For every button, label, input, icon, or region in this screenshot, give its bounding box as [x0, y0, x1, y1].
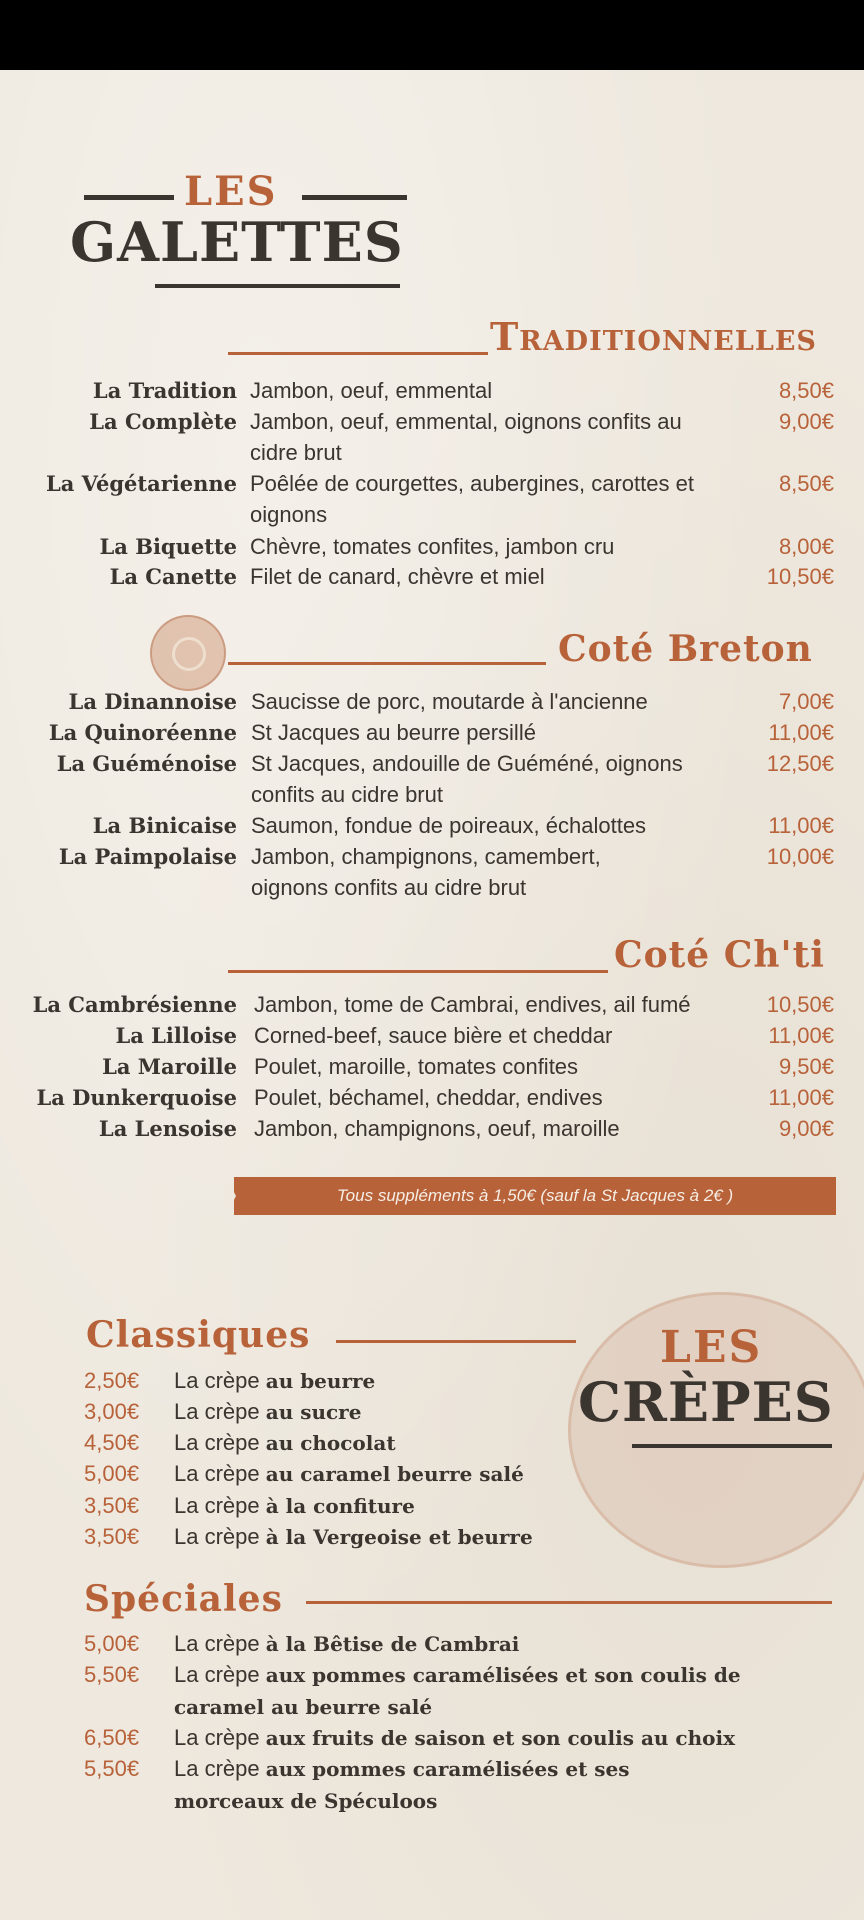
item-price: 10,50€ [766, 992, 834, 1017]
section-rule [228, 970, 608, 973]
section-title-breton: Coté Breton [558, 628, 813, 670]
section-title-traditionnelles: Traditionnelles [490, 314, 817, 359]
item-desc: Saucisse de porc, moutarde à l'ancienne [251, 689, 648, 714]
item-name: La Dinannoise [68, 689, 237, 714]
crepe-price: 2,50€ [84, 1368, 140, 1393]
item-name: La Lensoise [98, 1116, 237, 1141]
title-underline [155, 284, 400, 288]
supplement-banner: Tous suppléments à 1,50€ (sauf la St Jacques à 2€ ) [234, 1177, 836, 1215]
item-desc: Poulet, maroille, tomates confites [254, 1054, 579, 1079]
item-desc: Poêlée de courgettes, aubergines, carottes et oignons [250, 471, 694, 527]
item-price: 11,00€ [768, 1085, 834, 1110]
item-name: La Paimpolaise [58, 844, 237, 869]
item-price: 9,00€ [778, 409, 834, 434]
section-rule [228, 352, 488, 355]
section-rule [336, 1340, 576, 1343]
item-name: La Lilloise [115, 1023, 237, 1048]
section-rule [228, 662, 546, 665]
crepe-desc: La crèpe au beurre [174, 1368, 376, 1393]
crepe-desc: La crèpe aux pommes caramélisées et ses morceaux de Spéculoos [174, 1756, 630, 1813]
item-desc: Chèvre, tomates confites, jambon cru [250, 534, 615, 559]
item-desc: Jambon, oeuf, emmental, oignons confits au cidre brut [250, 409, 682, 465]
item-desc: St Jacques au beurre persillé [251, 720, 536, 745]
crepe-desc: La crèpe à la Vergeoise et beurre [174, 1524, 533, 1549]
crepe-desc: La crèpe au chocolat [174, 1430, 396, 1455]
crepe-price: 3,50€ [84, 1524, 140, 1549]
crepe-desc: La crèpe à la Bêtise de Cambrai [174, 1631, 520, 1656]
item-name: La Cambrésienne [32, 992, 237, 1017]
item-price: 8,50€ [778, 378, 834, 403]
crepe-price: 3,00€ [84, 1399, 140, 1424]
crepe-desc: La crèpe aux pommes caramélisées et son coulis de caramel au beurre salé [174, 1662, 741, 1719]
crepe-desc: La crèpe au sucre [174, 1399, 362, 1424]
title-rule-left [84, 195, 174, 200]
item-price: 7,00€ [778, 689, 834, 714]
item-desc: Corned-beef, sauce bière et cheddar [254, 1023, 613, 1048]
item-price: 9,00€ [778, 1116, 834, 1141]
crepe-price: 5,50€ [84, 1756, 140, 1781]
item-price: 8,00€ [778, 534, 834, 559]
triskell-medallion-icon [150, 615, 226, 691]
crepe-price: 5,00€ [84, 1631, 140, 1656]
item-price: 11,00€ [768, 720, 834, 745]
crepes-les: LES [660, 1322, 763, 1373]
item-desc: Jambon, champignons, camembert, oignons confits au cidre brut [251, 844, 601, 900]
crepe-desc: La crèpe au caramel beurre salé [174, 1461, 524, 1486]
item-price: 11,00€ [768, 1023, 834, 1048]
item-desc: Jambon, tome de Cambrai, endives, ail fumé [254, 992, 691, 1017]
section-title-classiques: Classiques [86, 1314, 311, 1356]
crepe-price: 3,50€ [84, 1493, 140, 1518]
crepe-desc: La crèpe à la confiture [174, 1493, 415, 1518]
item-price: 8,50€ [778, 471, 834, 496]
title-rule-right [302, 195, 407, 200]
item-desc: St Jacques, andouille de Guéméné, oignons confits au cidre brut [251, 751, 683, 807]
status-bar [0, 0, 864, 70]
crepe-price: 6,50€ [84, 1725, 140, 1750]
item-desc: Jambon, champignons, oeuf, maroille [254, 1116, 620, 1141]
item-name: La Binicaise [92, 813, 237, 838]
crepe-price: 5,50€ [84, 1662, 140, 1687]
banner-notch [226, 1177, 236, 1215]
item-name: La Biquette [99, 534, 237, 559]
section-title-speciales: Spéciales [84, 1578, 283, 1620]
item-price: 10,00€ [766, 844, 834, 869]
item-name: La Quinoréenne [48, 720, 237, 745]
item-desc: Saumon, fondue de poireaux, échalottes [251, 813, 647, 838]
item-price: 12,50€ [766, 751, 834, 776]
crepe-desc: La crèpe aux fruits de saison et son coulis au choix [174, 1725, 736, 1750]
crepes-title: CRÈPES [578, 1370, 834, 1434]
galettes-title: GALETTES [70, 210, 404, 274]
item-desc: Filet de canard, chèvre et miel [250, 564, 545, 589]
item-desc: Jambon, oeuf, emmental [250, 378, 493, 403]
section-rule [306, 1601, 832, 1604]
item-name: La Canette [109, 564, 237, 589]
item-price: 11,00€ [768, 813, 834, 838]
item-name: La Tradition [92, 378, 237, 403]
item-desc: Poulet, béchamel, cheddar, endives [254, 1085, 603, 1110]
item-name: La Guéménoise [56, 751, 237, 776]
item-name: La Complète [89, 409, 237, 434]
item-name: La Maroille [102, 1054, 237, 1079]
crepe-price: 5,00€ [84, 1461, 140, 1486]
galettes-les: LES [184, 168, 278, 215]
item-name: La Végétarienne [45, 471, 237, 496]
item-price: 10,50€ [766, 564, 834, 589]
item-price: 9,50€ [778, 1054, 834, 1079]
crepe-price: 4,50€ [84, 1430, 140, 1455]
section-title-chti: Coté Ch'ti [614, 934, 825, 976]
item-name: La Dunkerquoise [36, 1085, 237, 1110]
